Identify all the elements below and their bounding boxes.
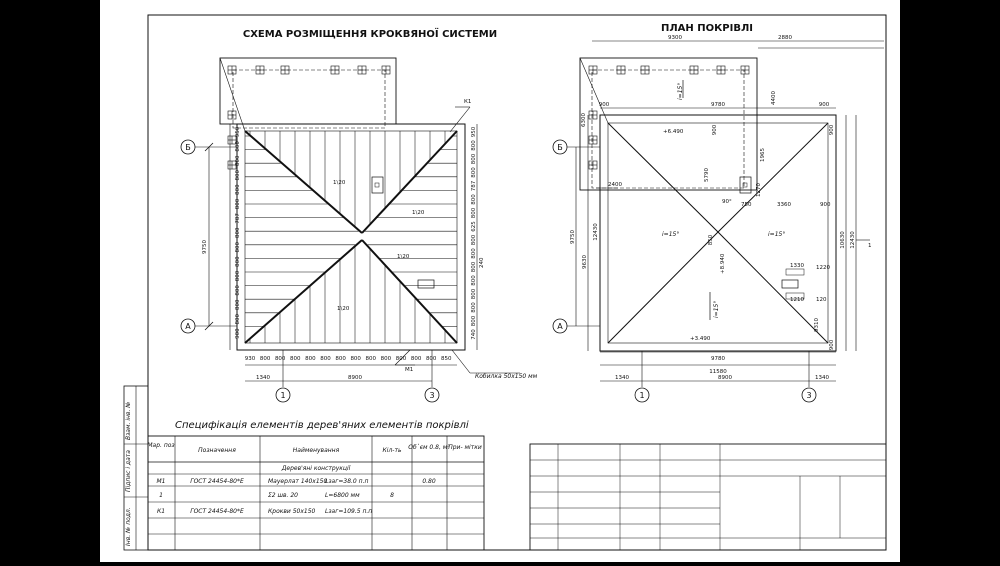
bottom-spacing-dims	[245, 356, 452, 362]
spec-header-mark: Мар. поз	[147, 442, 175, 449]
spec-row-len: Lзаг=109.5 п.п	[325, 508, 373, 515]
slope-right: i=15°	[768, 231, 786, 238]
spacing-label: 800	[235, 169, 241, 181]
spec-caption: Специфікація елементів дерев'яних елементів покрівлі	[175, 420, 469, 431]
spacing-label: 800	[235, 270, 241, 282]
level-top: +6.490	[663, 129, 684, 135]
spacing-label: 800	[235, 299, 241, 311]
dim-2400: 2400	[608, 182, 622, 188]
spacing-label: 800	[235, 285, 241, 296]
level-bottom: +3.490	[690, 336, 711, 342]
dim-1340-r-left: 1340	[615, 375, 629, 381]
drawing-sheet	[100, 0, 900, 562]
dim-120: 120	[816, 297, 827, 303]
slope-mark-3: 1\20	[397, 254, 410, 260]
dim-9310: 9310	[814, 318, 820, 332]
spec-header-qty: Кіл-ть	[382, 447, 402, 454]
label-kobylka: Кобилка 50х150 мм	[475, 373, 538, 380]
dim-10630: 10630	[840, 231, 846, 249]
axis-a-left: А	[185, 322, 191, 331]
spacing-label: 800	[305, 356, 316, 362]
dim-9630: 9630	[582, 255, 588, 269]
spacing-label: 800	[365, 356, 377, 362]
slope-top: i=15°	[677, 82, 684, 100]
spacing-label: 800	[259, 356, 271, 362]
spacing-label: 800	[235, 241, 241, 253]
dim-12430-right: 12430	[850, 231, 856, 249]
spec-row-name: Крокви 50х150	[268, 508, 316, 515]
stamp-inv-orig: Інв. № подл.	[125, 507, 132, 546]
spacing-label: 800	[235, 198, 241, 210]
spacing-label: 800	[471, 315, 477, 327]
slope-bottom: i=15°	[713, 300, 720, 318]
dim-240-right: 240	[479, 257, 485, 268]
left-spacing-dims	[235, 126, 241, 339]
level-mid: +8.940	[720, 253, 726, 274]
axis-3-right: 3	[806, 391, 812, 400]
dim-900-mid: 900	[712, 124, 718, 136]
spacing-label: 800	[410, 356, 422, 362]
dim-12430-left: 12430	[593, 223, 599, 241]
dim-1340-left: 1340	[256, 375, 270, 381]
dim-9780-bottom: 9780	[711, 356, 725, 362]
spec-row-qty: 8	[390, 492, 394, 499]
title-rafter-scheme: СХЕМА РОЗМІЩЕННЯ КРОКВЯНОЇ СИСТЕМИ	[242, 29, 498, 40]
spacing-label: 800	[471, 207, 477, 219]
spec-header-vol: Об`єм 0.8, м³	[408, 444, 450, 451]
spacing-label: 800	[425, 356, 437, 362]
spec-group: Дерев'яні конструкції	[281, 465, 351, 472]
spec-row-vol: 0.80	[422, 478, 436, 485]
dim-6300: 6300	[581, 113, 587, 127]
spacing-label: 800	[471, 248, 477, 259]
post-markers-plan	[589, 66, 749, 169]
spec-row-name: Мауерлат 140х150	[268, 478, 328, 485]
rafter-plan	[181, 58, 520, 402]
slope-mark-2: 1\20	[412, 210, 425, 216]
dim-5790: 5790	[704, 168, 710, 182]
spacing-label: 800	[335, 356, 346, 362]
slope-mark-1: 1\20	[333, 180, 346, 186]
axis-3-left: 3	[429, 391, 435, 400]
axis-a-right: А	[557, 322, 563, 331]
spacing-label: 740	[471, 329, 477, 340]
spacing-label: 800	[471, 153, 477, 165]
spacing-label: 800	[471, 140, 477, 151]
spec-row-code: ГОСТ 24454-80*Е	[190, 478, 244, 485]
dim-4400: 4400	[771, 91, 777, 105]
spacing-label: 800	[395, 356, 407, 362]
dim-850: 850	[708, 234, 714, 246]
dim-1210: 1210	[790, 297, 804, 303]
dim-9300: 9300	[668, 35, 682, 41]
title-block	[530, 444, 886, 550]
dim-9750-right: 9750	[570, 230, 576, 244]
dim-3360: 3360	[777, 202, 791, 208]
stamp-sign-date: Підпис і дата	[125, 450, 132, 492]
spacing-label: 800	[235, 256, 241, 267]
slope-left: i=15°	[662, 231, 680, 238]
spec-row-name: Σ2 шв. 20	[268, 492, 298, 499]
spec-row-code: ГОСТ 24454-80*Е	[190, 508, 244, 515]
spec-header-note: При- мітки	[448, 444, 482, 451]
section-mark: 1	[868, 243, 872, 249]
spacing-label: 800	[274, 356, 286, 362]
dim-9750-left: 9750	[202, 240, 208, 254]
spacing-label: 800	[471, 194, 477, 205]
stamp-replace-inv: Взам. інв. №	[125, 401, 132, 440]
dim-900-tr: 900	[818, 102, 830, 108]
spacing-label: 800	[471, 167, 477, 178]
axis-b-right: Б	[557, 143, 563, 152]
spacing-label: 950	[235, 126, 241, 138]
axis-1-left: 1	[280, 391, 286, 400]
spec-header-name: Найменування	[292, 447, 340, 454]
spacing-label: 800	[290, 356, 301, 362]
axis-1-right: 1	[639, 391, 645, 400]
spacing-label: 787	[235, 213, 241, 224]
dim-1965: 1965	[760, 148, 766, 162]
dim-2880: 2880	[778, 35, 792, 41]
dim-900-tr2: 900	[829, 124, 835, 136]
dim-9780-top: 9780	[711, 102, 725, 108]
spacing-label: 800	[235, 184, 241, 195]
spec-row-len: L=6800 мм	[325, 492, 360, 499]
dim-1330: 1330	[790, 263, 804, 269]
post-markers	[228, 66, 390, 169]
spacing-label: 800	[471, 261, 477, 273]
label-k1: К1	[464, 99, 472, 105]
side-stamp	[124, 386, 148, 550]
spacing-label: 800	[471, 302, 477, 313]
dim-1270: 1270	[756, 183, 762, 197]
spacing-label: 950	[471, 126, 477, 138]
title-roof-plan: ПЛАН ПОКРІВЛІ	[660, 23, 754, 34]
spacing-label: 787	[471, 180, 477, 192]
dim-750: 750	[741, 202, 752, 208]
spacing-label: 800	[471, 234, 477, 246]
dim-900-r: 900	[820, 202, 831, 208]
dim-1340-r-right: 1340	[815, 375, 829, 381]
spacing-label: 800	[235, 141, 241, 152]
spacing-label: 800	[471, 288, 477, 300]
spacing-label: 625	[471, 221, 477, 232]
spacing-label: 800	[235, 227, 241, 239]
spacing-label: 800	[380, 356, 392, 362]
axis-b-left: Б	[185, 143, 191, 152]
dim-900-tl: 900	[598, 102, 610, 108]
spacing-label: 850	[441, 356, 452, 362]
spacing-label: 800	[235, 313, 241, 325]
dim-900-br: 900	[829, 339, 835, 351]
dim-11580: 11580	[709, 369, 727, 375]
spec-header-code: Позначення	[198, 447, 236, 454]
label-m1: М1	[405, 367, 414, 373]
spec-row-mark: М1	[156, 478, 166, 485]
spacing-label: 800	[320, 356, 331, 362]
spacing-label: 900	[235, 328, 241, 339]
dim-1220: 1220	[816, 265, 830, 271]
drawing-canvas	[100, 0, 900, 562]
spacing-label: 800	[235, 155, 241, 167]
spacing-label: 930	[244, 356, 256, 362]
dim-90: 90°	[722, 199, 732, 205]
spacing-label: 800	[471, 275, 477, 286]
dim-8900-right: 8900	[718, 375, 732, 381]
right-spacing-dims	[471, 126, 477, 339]
slope-mark-4: 1\20	[337, 306, 350, 312]
spec-row-len: Lзаг=38.0 п.п	[325, 478, 369, 485]
spacing-label: 800	[350, 356, 361, 362]
spec-row-mark: К1	[156, 508, 166, 515]
spec-row-mark: 1	[159, 492, 163, 499]
dim-8900-left: 8900	[348, 375, 362, 381]
